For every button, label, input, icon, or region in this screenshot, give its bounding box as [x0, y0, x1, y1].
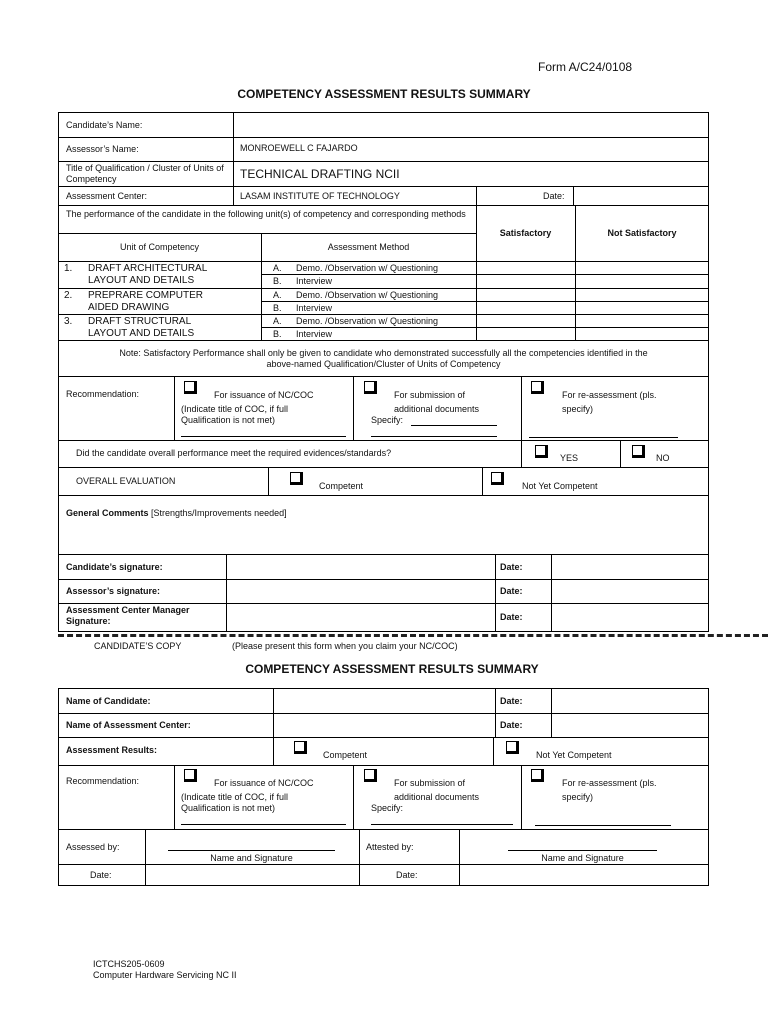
- attested-by-label: Attested by:: [366, 842, 414, 852]
- copy-competent-checkbox[interactable]: [294, 741, 307, 754]
- specify-line-2[interactable]: [371, 436, 497, 437]
- manager-date-field[interactable]: [552, 604, 708, 631]
- general-comments-label: General Comments [Strengths/Improvements needed]: [66, 508, 287, 518]
- date-field[interactable]: [575, 187, 707, 204]
- name-of-center-field[interactable]: [274, 714, 494, 736]
- footer-code: ICTCHS205-0609: [93, 959, 165, 969]
- unit-title: DRAFT ARCHITECTURAL: [88, 263, 208, 274]
- method-a: Demo. /Observation w/ Questioning: [296, 290, 439, 300]
- assessed-by-line[interactable]: [168, 850, 335, 851]
- assessment-method-header: Assessment Method: [327, 242, 410, 252]
- method-b: Interview: [296, 329, 333, 339]
- copy-date-field-1[interactable]: [552, 689, 708, 712]
- name-of-center-label: Name of Assessment Center:: [66, 720, 191, 730]
- assessment-results-label: Assessment Results:: [66, 745, 158, 755]
- candidate-name-label: Candidate’s Name:: [66, 120, 143, 130]
- copy-issuance-checkbox[interactable]: [184, 769, 197, 782]
- coc-title-line[interactable]: [181, 436, 346, 437]
- assessor-signature-label: Assessor’s signature:: [66, 586, 161, 596]
- qualification-label: Title of Qualification / Cluster of Units of Competency: [66, 163, 224, 184]
- performance-intro: The performance of the candidate in the following unit(s) of competency and corresponding methods: [66, 209, 466, 219]
- no-checkbox[interactable]: [632, 445, 645, 458]
- candidates-copy-label: CANDIDATE’S COPY: [94, 641, 182, 651]
- method-a: Demo. /Observation w/ Questioning: [296, 263, 439, 273]
- assessed-by-label: Assessed by:: [66, 842, 120, 852]
- unit-title: LAYOUT AND DETAILS: [88, 275, 195, 286]
- note-line-2: above-named Qualification/Cluster of Units of Competency: [266, 359, 501, 369]
- unit-of-competency-header: Unit of Competency: [119, 242, 200, 252]
- cut-line: [58, 634, 768, 637]
- copy-title: COMPETENCY ASSESSMENT RESULTS SUMMARY: [245, 662, 539, 676]
- general-comments-field[interactable]: [59, 520, 708, 553]
- copy-specify-line[interactable]: [371, 824, 513, 825]
- date-label: Date:: [543, 191, 565, 201]
- name-of-candidate-label: Name of Candidate:: [66, 696, 151, 706]
- form-number: Form A/C24/0108: [538, 60, 633, 74]
- unit-title: LAYOUT AND DETAILS: [88, 328, 195, 339]
- candidate-date-field[interactable]: [552, 555, 708, 578]
- issuance-checkbox[interactable]: [184, 381, 197, 394]
- copy-date-field-2[interactable]: [552, 714, 708, 736]
- assessor-signature-field[interactable]: [227, 580, 494, 602]
- overall-question: Did the candidate overall performance meet the required evidences/standards?: [76, 448, 392, 458]
- reassessment-checkbox[interactable]: [531, 381, 544, 394]
- attested-date-label: Date:: [396, 870, 418, 880]
- yes-checkbox[interactable]: [535, 445, 548, 458]
- recommendation-label: Recommendation:: [66, 389, 140, 399]
- assessed-date-field[interactable]: [146, 865, 358, 885]
- overall-evaluation-label: OVERALL EVALUATION: [76, 476, 176, 486]
- unit-title: PREPRARE COMPUTER: [88, 290, 204, 301]
- attested-date-field[interactable]: [460, 865, 708, 885]
- copy-reassessment-checkbox[interactable]: [531, 769, 544, 782]
- assessor-date-field[interactable]: [552, 580, 708, 602]
- copy-not-yet-competent-checkbox[interactable]: [506, 741, 519, 754]
- assessment-center-label: Assessment Center:: [66, 191, 148, 201]
- specify-line[interactable]: [411, 425, 497, 426]
- candidate-signature-field[interactable]: [227, 555, 494, 578]
- assessor-name-label: Assessor’s Name:: [66, 144, 139, 154]
- qualification-value[interactable]: TECHNICAL DRAFTING NCII: [240, 167, 400, 181]
- candidate-signature-label: Candidate’s signature:: [66, 562, 163, 572]
- assessed-date-label: Date:: [90, 870, 112, 880]
- competent-checkbox[interactable]: [290, 472, 303, 485]
- not-satisfactory-header: Not Satisfactory: [607, 228, 677, 238]
- candidate-name-field[interactable]: [235, 113, 707, 136]
- copy-recommendation-label: Recommendation:: [66, 776, 140, 786]
- manager-signature-field[interactable]: [227, 604, 494, 631]
- unit-title: AIDED DRAWING: [88, 302, 170, 313]
- copy-coc-title-line[interactable]: [181, 824, 346, 825]
- satisfactory-header: Satisfactory: [499, 228, 552, 238]
- submission-checkbox[interactable]: [364, 381, 377, 394]
- not-yet-competent-checkbox[interactable]: [491, 472, 504, 485]
- method-a: Demo. /Observation w/ Questioning: [296, 316, 439, 326]
- present-note: (Please present this form when you claim your NC/COC): [232, 641, 458, 651]
- name-of-candidate-field[interactable]: [274, 689, 494, 712]
- note-line-1: Note: Satisfactory Performance shall only be given to candidate who demonstrated successfully all the competencies identified in the: [119, 348, 648, 358]
- copy-submission-checkbox[interactable]: [364, 769, 377, 782]
- footer-course: Computer Hardware Servicing NC II: [93, 970, 237, 980]
- unit-title: DRAFT STRUCTURAL: [88, 316, 192, 327]
- attested-by-line[interactable]: [508, 850, 657, 851]
- page-title: COMPETENCY ASSESSMENT RESULTS SUMMARY: [237, 87, 531, 101]
- method-b: Interview: [296, 276, 333, 286]
- reassessment-line[interactable]: [529, 437, 678, 438]
- assessor-name-value[interactable]: MONROEWELL C FAJARDO: [240, 143, 358, 153]
- assessment-center-value[interactable]: LASAM INSTITUTE OF TECHNOLOGY: [240, 191, 400, 201]
- manager-signature-label: Assessment Center Manager: [66, 605, 190, 615]
- copy-reassessment-line[interactable]: [535, 825, 671, 826]
- method-b: Interview: [296, 303, 333, 313]
